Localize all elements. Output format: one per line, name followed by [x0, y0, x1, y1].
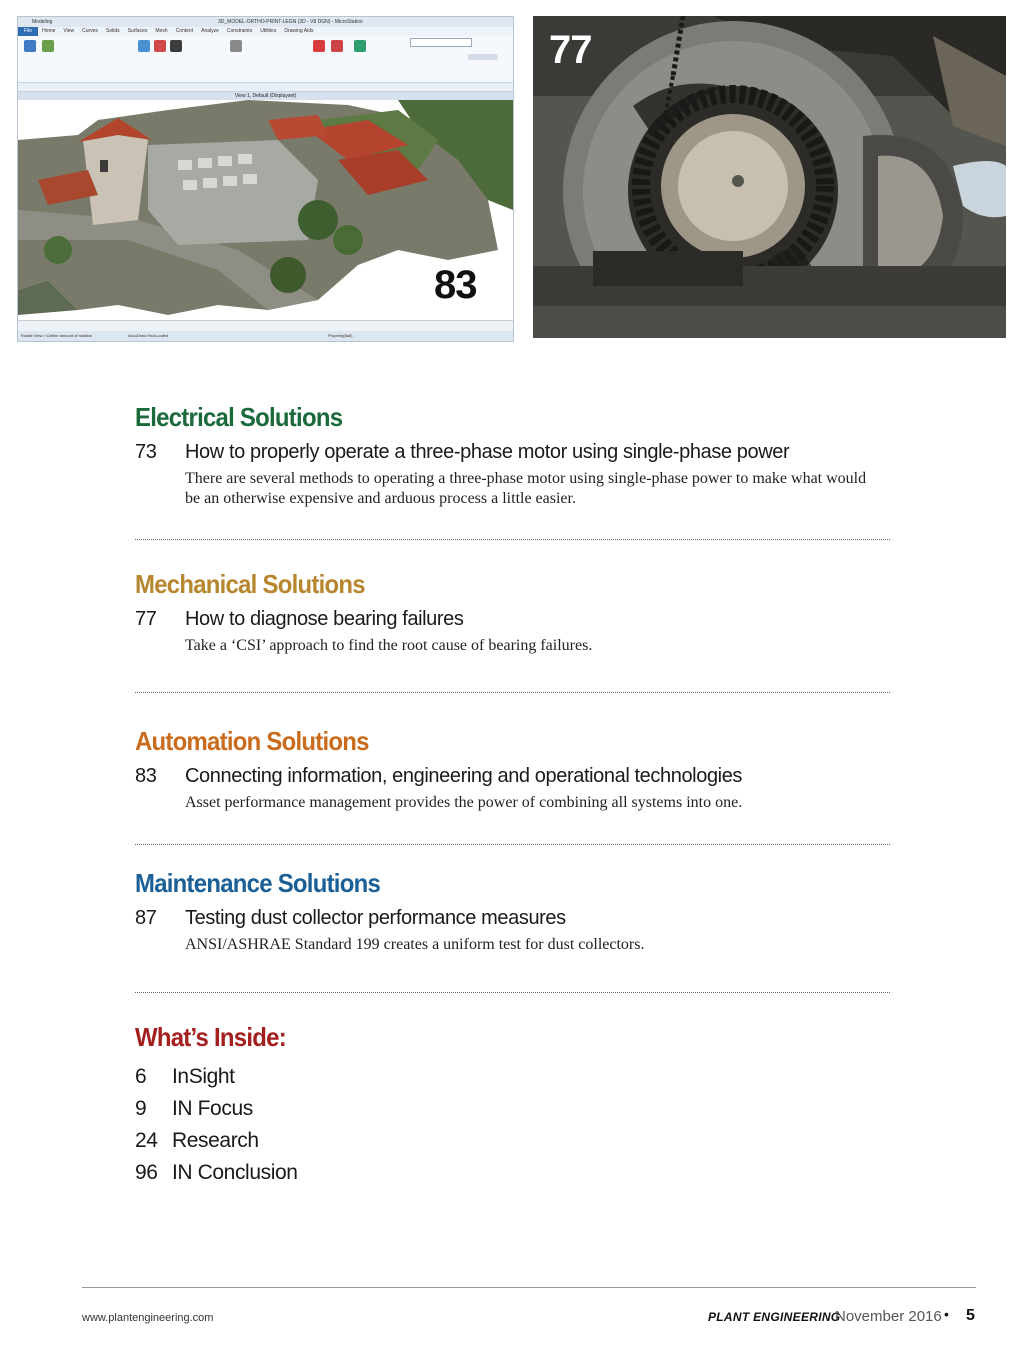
section-title: Electrical Solutions [135, 402, 343, 432]
section-title: Maintenance Solutions [135, 868, 381, 898]
signature-icon [313, 40, 325, 52]
page-number: 24 [135, 1129, 158, 1152]
menu-mesh: Mesh [155, 28, 168, 34]
status-property: Property(Ball) [328, 333, 353, 338]
menu-drawing-aids: Drawing Aids [284, 28, 314, 34]
coordinate-system-icon [354, 40, 366, 52]
toc-entry[interactable] [135, 606, 890, 632]
magazine-name: PLANT ENGINEERING [708, 1310, 841, 1324]
menu-content: Content [175, 28, 194, 34]
footer-url[interactable]: www.plantengineering.com [82, 1312, 214, 1324]
inside-item[interactable] [135, 1125, 299, 1157]
status-prompt: Rotate View > Define amount of rotation [21, 333, 92, 338]
article-headline: How to diagnose bearing failures [185, 608, 464, 630]
toc-entry[interactable] [135, 763, 890, 789]
page-number: 73 [135, 441, 157, 463]
convert-icon [154, 40, 166, 52]
toc-entry[interactable] [135, 439, 890, 465]
department-label: IN Conclusion [172, 1161, 298, 1184]
view-toolbar [18, 83, 513, 92]
named-expressions-icon [42, 40, 54, 52]
article-description: Asset performance management provides the power of combining all systems into one. [185, 794, 743, 811]
display-icon [138, 40, 150, 52]
menu-solids: Solids [106, 28, 120, 34]
article-description: Take a ‘CSI’ approach to find the root cause of bearing failures. [185, 637, 593, 654]
inside-item[interactable] [135, 1157, 299, 1189]
menu-utilities: Utilities [260, 28, 277, 34]
status-accudraw: AccuDraw Hard-coded [128, 333, 169, 338]
software-screenshot-image [17, 16, 514, 342]
article-description: There are several methods to operating a three-phase motor using single-phase power to make what would be an otherwise expensive and arduous process a little easier. [185, 470, 867, 507]
section-divider [135, 692, 890, 693]
ole-icon [24, 40, 36, 52]
page-number: 77 [135, 608, 157, 630]
article-description: ANSI/ASHRAE Standard 199 creates a uniform test for dust collectors. [185, 936, 645, 953]
menu-home: Home [42, 28, 56, 34]
page-number: 5 [966, 1307, 975, 1324]
inside-item[interactable] [135, 1061, 299, 1093]
section-mechanical [135, 569, 890, 656]
section-divider [135, 992, 890, 993]
vba-manager-icon [230, 40, 242, 52]
menu-curves: Curves [82, 28, 98, 34]
app-menubar [18, 27, 513, 36]
app-ribbon [18, 36, 513, 83]
menu-constraints: Constraints [226, 28, 253, 34]
inside-item[interactable] [135, 1093, 299, 1125]
section-title: Mechanical Solutions [135, 569, 365, 599]
bearing-illustration [533, 16, 1006, 338]
footer-divider [82, 1287, 976, 1288]
menu-analyze: Analyze [201, 28, 219, 34]
article-headline: Connecting information, engineering and operational technologies [185, 765, 743, 787]
ribbon-search [410, 38, 472, 47]
section-electrical [135, 402, 890, 509]
page-number: 6 [135, 1065, 147, 1088]
article-headline: How to properly operate a three-phase motor using single-phase power [185, 441, 790, 463]
section-maintenance [135, 868, 890, 955]
app-titlebar [18, 17, 513, 27]
article-headline: Testing dust collector performance measures [185, 907, 566, 929]
page-number: 83 [135, 765, 157, 787]
document-title: 3D_MODEL-ORTHO-PRINT-LEGN (3D - V8 DGN) - MicroStation [218, 19, 363, 25]
page-number: 87 [135, 907, 157, 929]
department-label: IN Focus [172, 1097, 253, 1120]
section-automation [135, 726, 890, 813]
issue-date: November 2016 [835, 1308, 942, 1325]
page-number: 9 [135, 1097, 147, 1120]
method-dropdown [468, 54, 498, 60]
capture-icon [170, 40, 182, 52]
page-number: 96 [135, 1161, 158, 1184]
section-divider [135, 844, 890, 845]
signature-cell-icon [331, 40, 343, 52]
toc-entry[interactable] [135, 905, 890, 931]
app-prompt-bar [18, 331, 513, 341]
menu-view: View [63, 28, 75, 34]
whats-inside [135, 1022, 299, 1189]
figure-number-83: 83 [434, 263, 477, 307]
menu-file: File [18, 27, 38, 36]
section-divider [135, 539, 890, 540]
section-title: Automation Solutions [135, 726, 369, 756]
app-title: Modeling [32, 19, 53, 25]
whats-inside-title: What’s Inside: [135, 1022, 286, 1052]
department-label: Research [172, 1129, 259, 1152]
footer-bullet: • [944, 1306, 949, 1322]
department-label: InSight [172, 1065, 235, 1088]
menu-surfaces: Surfaces [127, 28, 148, 34]
figure-number-77: 77 [549, 28, 592, 72]
bearing-failure-photo [533, 16, 1006, 338]
view-title: View 1, Default (Displayset) [18, 92, 513, 100]
